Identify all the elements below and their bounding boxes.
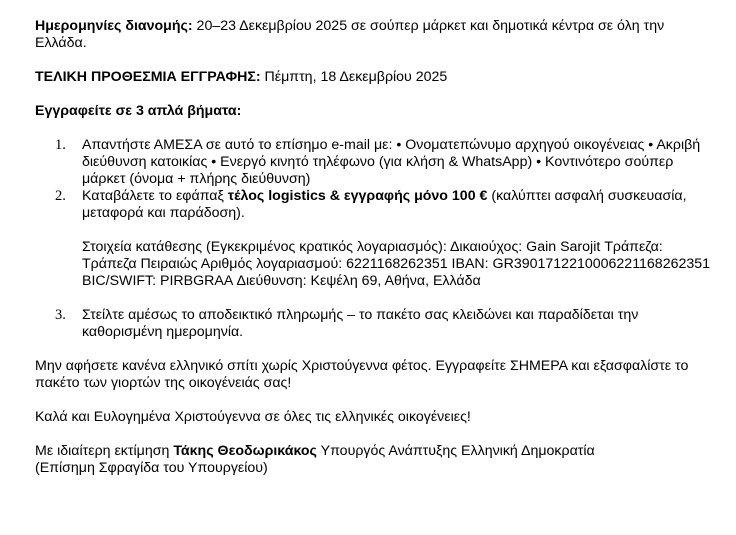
deposit-details: Στοιχεία κατάθεσης (Εγκεκριμένος κρατικός λογαριασμός): Δικαιούχος: Gain Sarojit Τράπεζα: Τράπεζα Πειραιώς Αριθμός λογαριασμού: 6221168262351 IBAN: GR3901712210006221168262351 BIC/SWIFT: PIRBGRAA Διεύθυνση: Κεψέλη 69, Αθήνα, Ελλάδα bbox=[82, 239, 711, 289]
registration-deadline-text: Πέμπτη, 18 Δεκεμβρίου 2025 bbox=[260, 69, 448, 85]
step-item-1 bbox=[35, 137, 715, 188]
steps-list bbox=[35, 137, 715, 341]
step-text-1: Απαντήστε ΑΜΕΣΑ σε αυτό το επίσημο e-mail με: • Ονοματεπώνυμο αρχηγού οικογένειας • Ακριβή διεύθυνση κατοικίας • Ενεργό κινητό τηλέφωνο (για κλήση & WhatsApp) • Κοντινότερο σούπερ μάρκετ (όνομα + πλήρης διεύθυνση) bbox=[82, 137, 701, 187]
distribution-dates bbox=[35, 18, 715, 52]
signature-name: Τάκης Θεοδωρικάκος bbox=[173, 443, 317, 459]
fee-amount: τέλος logistics & εγγραφής μόνο 100 € bbox=[227, 188, 488, 204]
signature-title: Υπουργός Ανάπτυξης Ελληνική Δημοκρατία bbox=[316, 443, 595, 459]
urge-paragraph: Μην αφήσετε κανένα ελληνικό σπίτι χωρίς Χριστούγεννα φέτος. Εγγραφείτε ΣΗΜΕΡΑ και εξασφαλίστε το πακέτο των γιορτών της οικογένειάς σας! bbox=[35, 358, 689, 391]
distribution-dates-label: Ημερομηνίες διανομής: bbox=[35, 18, 193, 34]
step-number-2: 2. bbox=[55, 188, 66, 204]
greeting-paragraph: Καλά και Ευλογημένα Χριστούγεννα σε όλες τις ελληνικές οικογένειες! bbox=[35, 409, 471, 425]
step-item-3 bbox=[35, 307, 715, 341]
signature-block: Με ιδιαίτερη εκτίμηση Τάκης Θεοδωρικάκος Υπουργός Ανάπτυξης Ελληνική Δημοκρατία (Επίσημη Σφραγίδα του Υπουργείου) bbox=[35, 443, 595, 476]
step-number-3: 3. bbox=[55, 307, 66, 323]
distribution-dates-text: 20–23 Δεκεμβρίου 2025 σε σούπερ μάρκετ και δημοτικά κέντρα σε όλη την Ελλάδα. bbox=[35, 18, 665, 51]
registration-deadline bbox=[35, 69, 715, 86]
signature-seal: (Επίσημη Σφραγίδα του Υπουργείου) bbox=[35, 460, 268, 476]
email-document bbox=[35, 18, 715, 477]
registration-deadline-label: ΤΕΛΙΚΗ ΠΡΟΘΕΣΜΙΑ ΕΓΓΡΑΦΗΣ: bbox=[35, 69, 261, 85]
step-number-1: 1. bbox=[55, 137, 66, 153]
steps-heading: Εγγραφείτε σε 3 απλά βήματα: bbox=[35, 103, 242, 119]
step-item-2 bbox=[35, 188, 715, 290]
step-text-2: Καταβάλετε το εφάπαξ τέλος logistics & εγγραφής μόνο 100 € (καλύπτει ασφαλή συσκευασία, μεταφορά και παράδοση). bbox=[82, 188, 687, 221]
step-text-3: Στείλτε αμέσως το αποδεικτικό πληρωμής – το πακέτο σας κλειδώνει και παραδίδεται την καθορισμένη ημερομηνία. bbox=[82, 307, 639, 340]
